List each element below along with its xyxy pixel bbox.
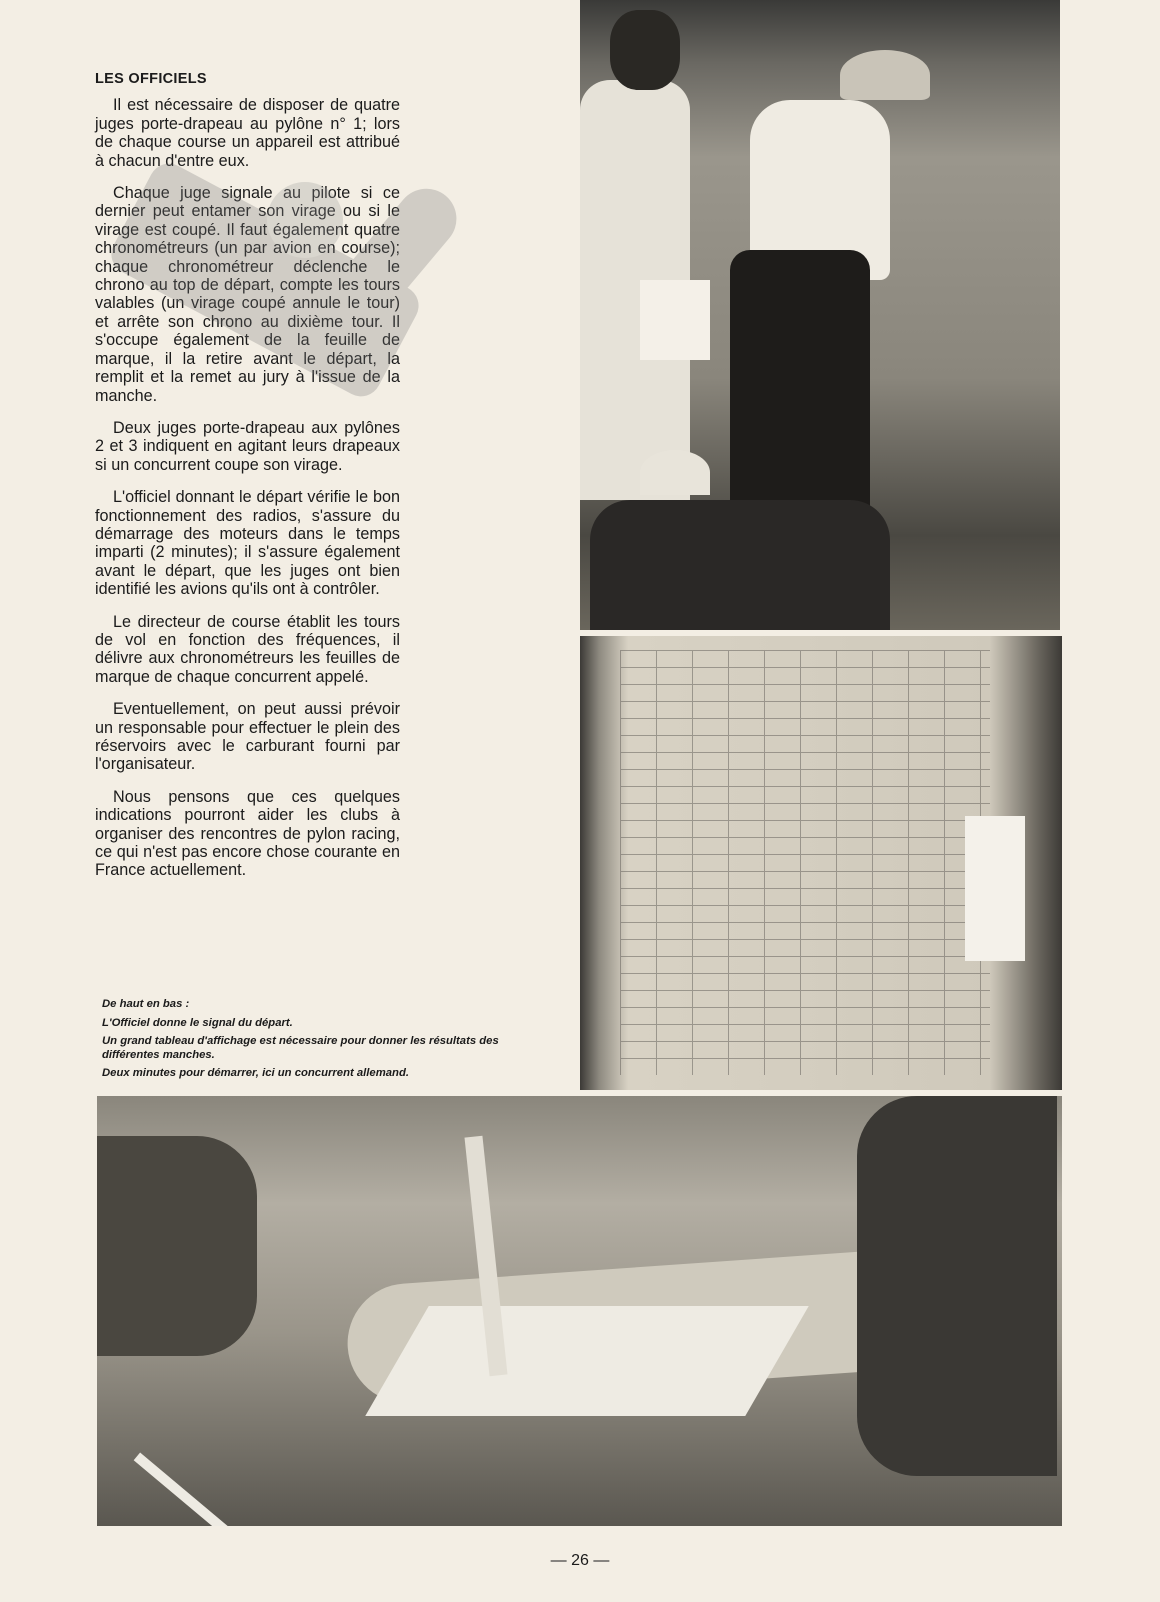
- results-board-grid: [620, 650, 990, 1075]
- photo-captions: [102, 998, 512, 1086]
- paragraph: Deux juges porte-drapeau aux pylônes 2 et 3 indiquent en agitant leurs drapeaux si un concurrent coupe son virage.: [95, 418, 400, 474]
- article-column: [95, 70, 400, 894]
- caption-2: Un grand tableau d'affichage est nécessaire pour donner les résultats des différentes manches.: [102, 1035, 499, 1061]
- caption-3: Deux minutes pour démarrer, ici un concurrent allemand.: [102, 1067, 409, 1079]
- paragraph: Eventuellement, on peut aussi prévoir un responsable pour effectuer le plein des réservoirs avec le carburant fourni par l'organisateur.: [95, 700, 400, 774]
- article-heading: LES OFFICIELS: [95, 71, 207, 87]
- caption-intro: De haut en bas :: [102, 998, 190, 1010]
- paragraph: Chaque juge signale au pilote si ce dernier peut entamer son virage ou si le virage est coupé. Il faut également quatre chronométreurs (un par avion en course); chaque chronométreur déclenche le chrono au top de départ, compte les tours valables (un virage coupé annule le tour) et arrête son chrono au dixième tour. Il s'occupe également de la feuille de marque, il la retire avant le départ, la remplit et la remet au jury à l'issue de la manche.: [95, 184, 400, 405]
- paragraph: Il est nécessaire de disposer de quatre juges porte-drapeau au pylône n° 1; lors de chaque course un appareil est attribué à chacun d'entre eux.: [95, 96, 400, 170]
- paragraph: L'officiel donnant le départ vérifie le bon fonctionnement des radios, s'assure du démarrage des moteurs dans le temps imparti (2 minutes); il s'assure également avant le départ, que les juges ont bien identifié les avions qu'ils ont à contrôler.: [95, 488, 400, 599]
- paragraph: Le directeur de course établit les tours de vol en fonction des fréquences, il délivre aux chronométreurs les feuilles de marque de chaque concurrent appelé.: [95, 612, 400, 686]
- paragraph: Nous pensons que ces quelques indications pourront aider les clubs à organiser des rencontres de pylon racing, ce qui n'est pas encore chose courante en France actuellement.: [95, 787, 400, 880]
- board-notice-sheet: [965, 816, 1025, 961]
- caption-1: L'Officiel donne le signal du départ.: [102, 1016, 293, 1029]
- photo-german-competitor-starting: [97, 1096, 1062, 1526]
- page-number: — 26 —: [550, 1552, 610, 1569]
- photo-official-start-signal: [580, 0, 1060, 630]
